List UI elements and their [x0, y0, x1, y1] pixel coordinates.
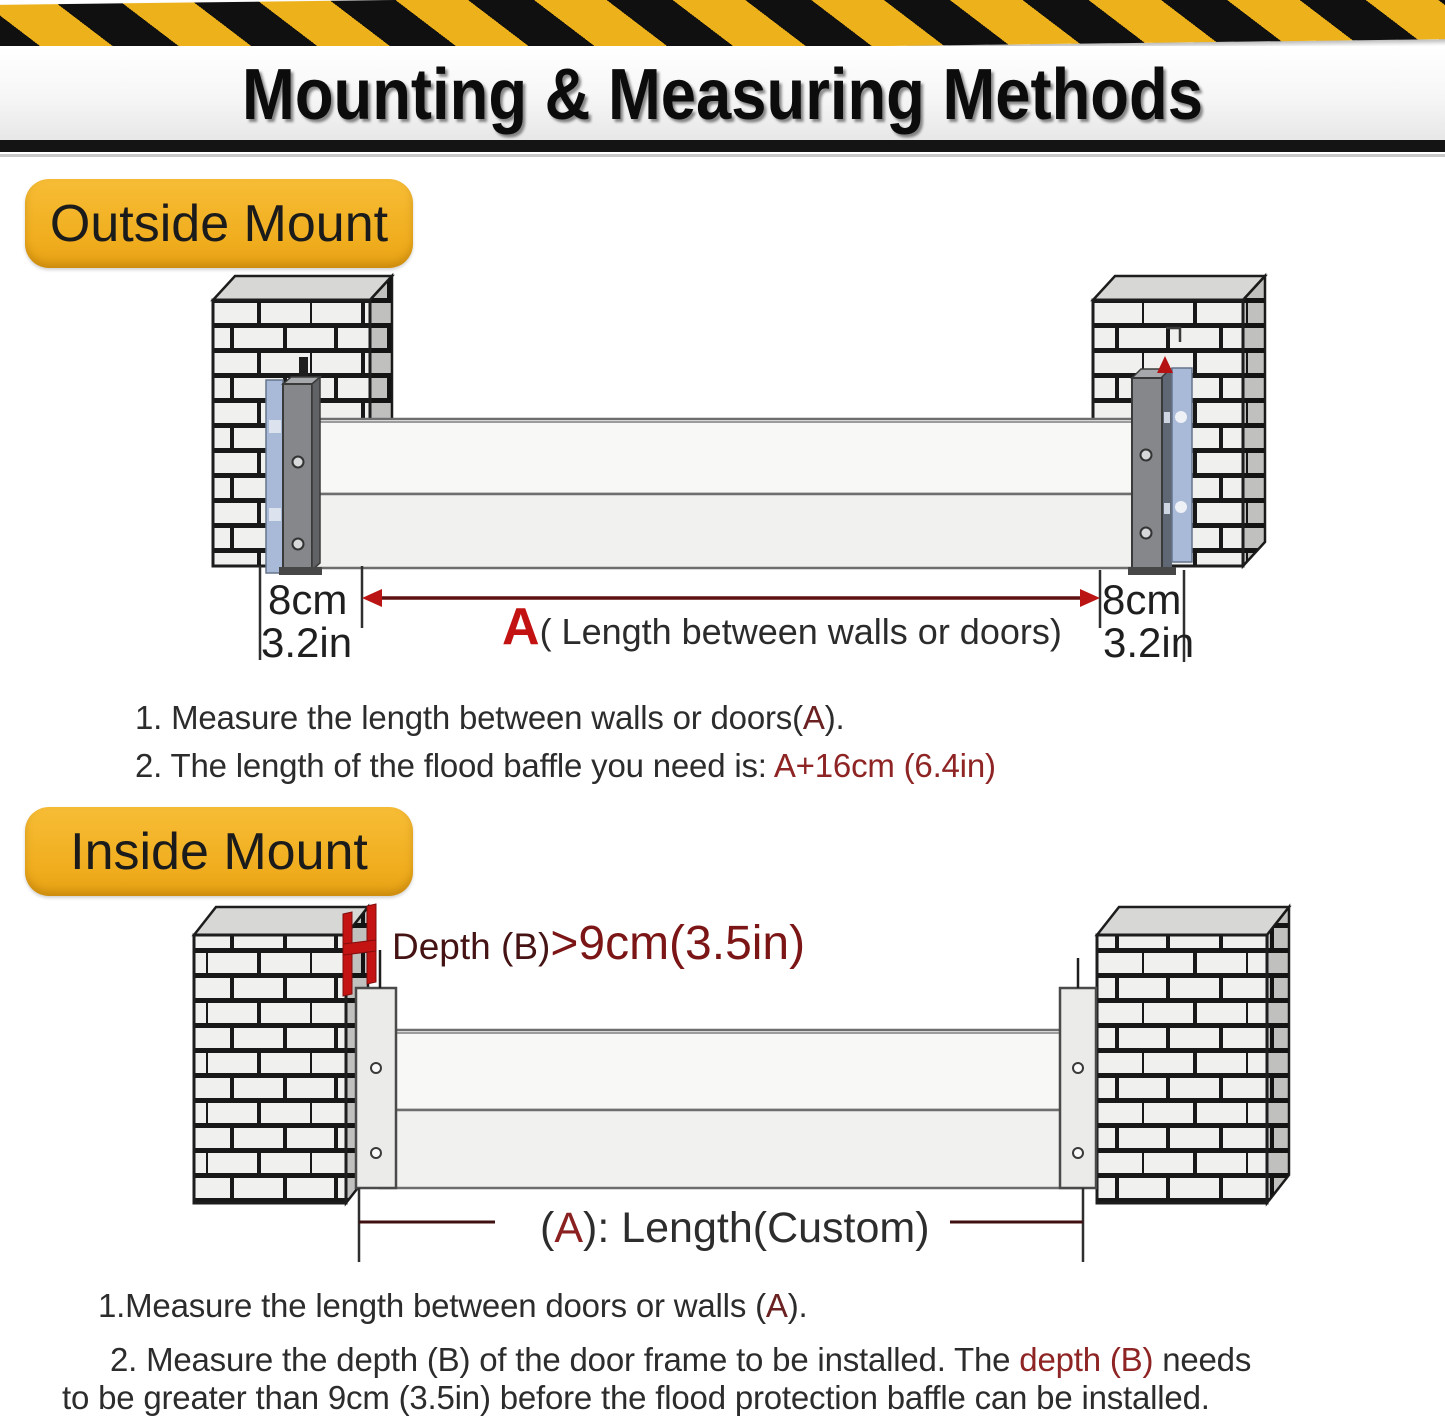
- flood-barrier-inside: [380, 1030, 1080, 1188]
- brick-pillar-right-inside: [1097, 907, 1289, 1203]
- screw-hole: [371, 1063, 381, 1073]
- outside-step-1-post: ).: [824, 699, 845, 736]
- screw-hole: [1141, 450, 1152, 461]
- depth-label-value: 9cm(3.5in): [578, 917, 806, 970]
- gap-left-cm: 8cm: [268, 576, 348, 623]
- inside-mount-tag: [25, 807, 413, 896]
- depth-label: [392, 916, 805, 971]
- page-title: Mounting & Measuring Methods: [242, 55, 1203, 135]
- span-label: [502, 598, 1062, 656]
- inside-step-2-line-2: to be greater than 9cm (3.5in) before the flood protection baffle can be installed.: [62, 1379, 1210, 1416]
- header-divider-bar: [0, 140, 1445, 152]
- screw-hole: [293, 457, 304, 468]
- channel-right-inside: [1060, 958, 1096, 1188]
- inside-step-1-post: ).: [787, 1287, 808, 1324]
- mounting-channel-left: [266, 377, 322, 575]
- gap-right-cm: 8cm: [1102, 576, 1182, 623]
- screw-hole: [1141, 528, 1152, 539]
- gap-left-in: 3.2in: [261, 619, 353, 666]
- screw-hole: [293, 539, 304, 550]
- inside-step-1-pre: 1.Measure the length between doors or walls (: [98, 1287, 766, 1324]
- length-label: [540, 1204, 930, 1253]
- header-divider-shadow: [0, 154, 1445, 157]
- screw-hole: [1073, 1063, 1083, 1073]
- gap-right-in: 3.2in: [1103, 619, 1195, 666]
- screw-hole: [371, 1148, 381, 1158]
- mounting-channel-right: [1128, 356, 1192, 575]
- inside-step-1: [98, 1287, 807, 1325]
- depth-label-pre: Depth (B): [392, 926, 551, 967]
- outside-step-1-pre: 1. Measure the length between walls or doors(: [135, 699, 803, 736]
- length-label-letter: A: [554, 1204, 584, 1252]
- greater-than-symbol: >: [550, 917, 579, 970]
- flood-barrier: [315, 419, 1145, 568]
- seal-strip-left: [266, 380, 283, 573]
- outside-step-2: [135, 747, 996, 785]
- inside-mount-tag-label: Inside Mount: [70, 822, 368, 881]
- outside-step-1-letter: A: [802, 699, 825, 736]
- inside-step-2-line-1: [110, 1341, 1251, 1379]
- span-label-letter: A: [502, 598, 540, 656]
- outside-step-1: [135, 699, 844, 737]
- seal-strip-right: [1172, 368, 1192, 562]
- span-label-text: ( Length between walls or doors): [539, 611, 1062, 652]
- inside-step-2-red: depth (B): [1019, 1341, 1154, 1378]
- length-label-post: ): Length(Custom): [583, 1204, 930, 1252]
- outside-mount-tag-label: Outside Mount: [49, 194, 389, 253]
- arrowhead-right-icon: [1080, 589, 1100, 607]
- outside-step-2-pre: 2. The length of the flood baffle you need is:: [135, 747, 774, 784]
- arrowhead-left-icon: [362, 589, 382, 607]
- inside-step-2-pre: 2. Measure the depth (B) of the door frame to be installed. The: [110, 1341, 1020, 1378]
- screw-hole: [1073, 1148, 1083, 1158]
- inside-step-1-letter: A: [765, 1287, 788, 1324]
- inside-step-2-post: needs: [1153, 1341, 1252, 1378]
- brick-pillar-left-inside: [194, 907, 368, 1203]
- length-label-pre: (: [540, 1204, 555, 1252]
- outside-step-2-value: A+16cm (6.4in): [773, 747, 996, 784]
